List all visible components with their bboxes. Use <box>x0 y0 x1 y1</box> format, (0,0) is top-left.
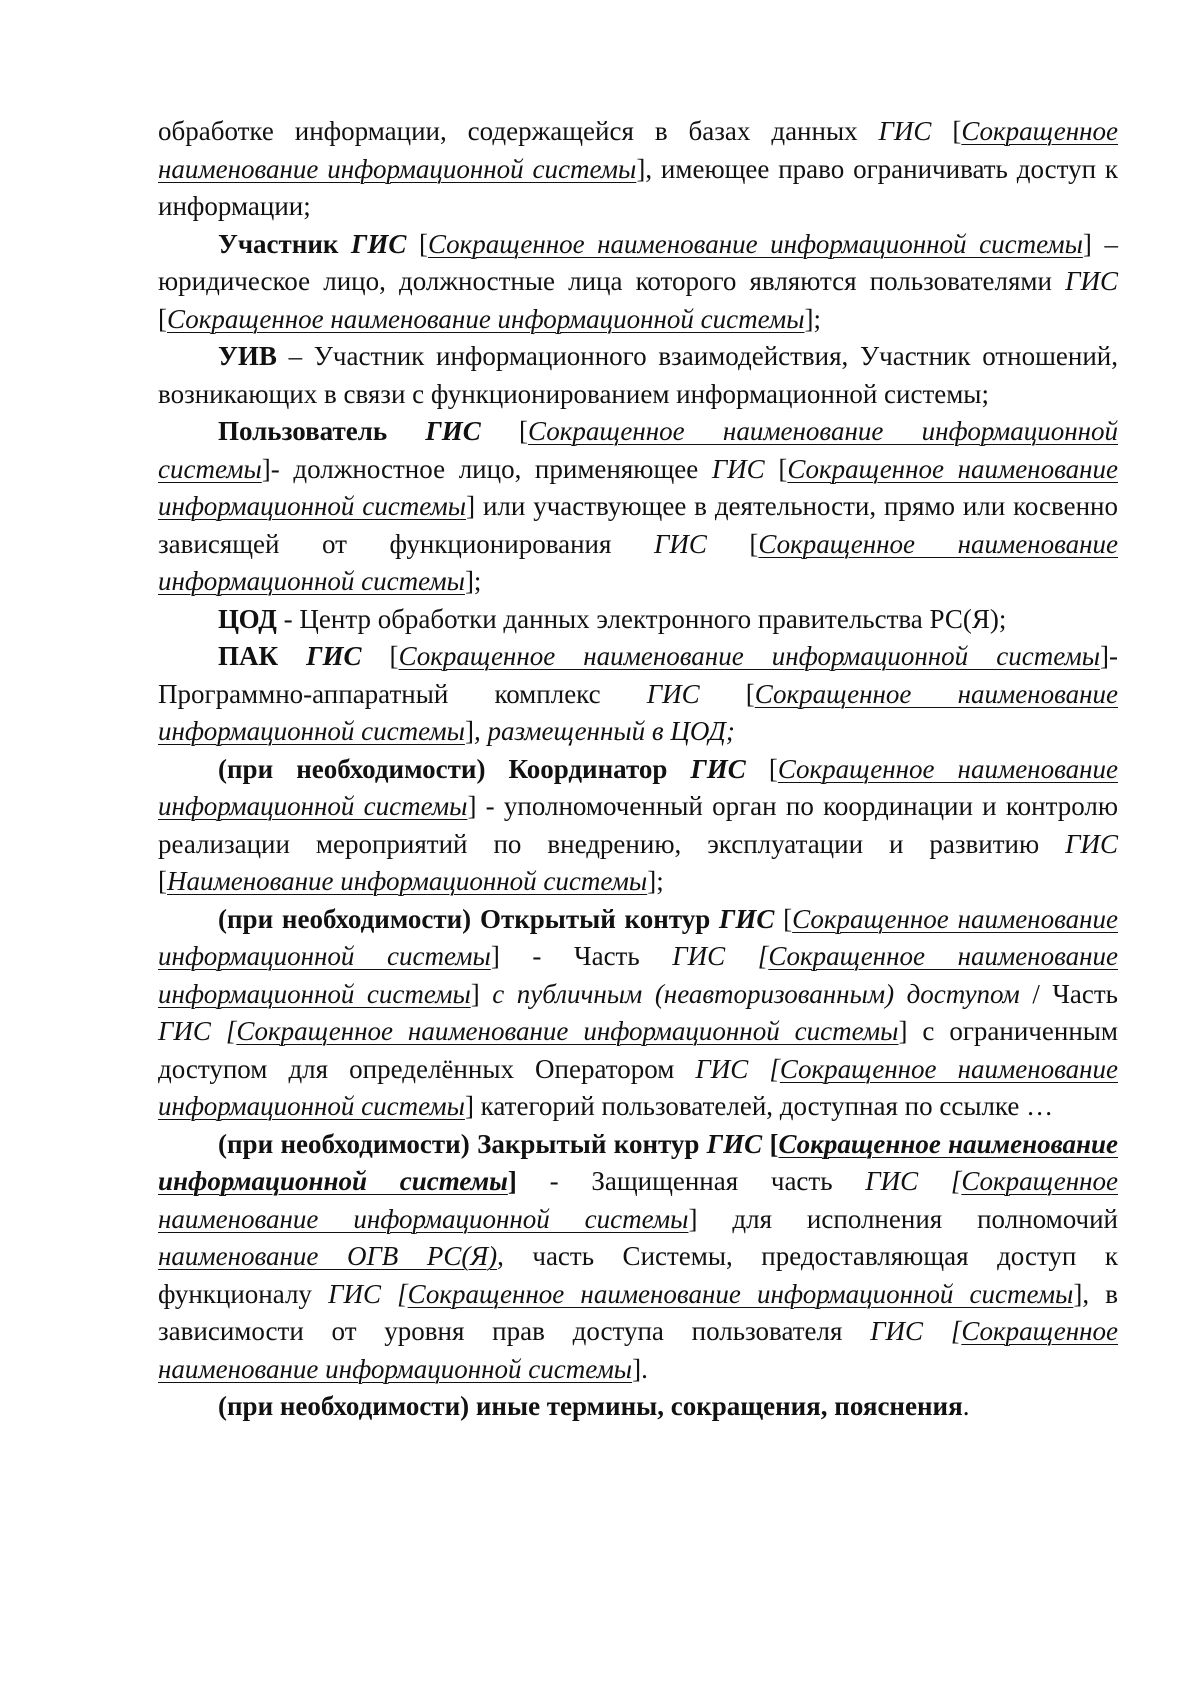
placeholder-text: Сокращенное наименование информационной системы <box>158 941 1118 1009</box>
text-run: ] - Часть <box>490 941 673 971</box>
text-run: ГИС <box>351 228 407 259</box>
term-label: (при необходимости) иные термины, сокращения, пояснения <box>218 1391 963 1421</box>
text-run: ]; <box>804 303 821 334</box>
text-run: ГИС <box>158 1016 211 1046</box>
placeholder-text: Сокращенное наименование информационной системы <box>427 228 1083 259</box>
text-run: [ <box>931 116 962 146</box>
text-run: ] <box>464 716 474 746</box>
definition-otkrytyi-kontur <box>158 901 1118 1126</box>
text-run: ] с ограниченным доступом для определённых Оператором <box>158 1016 1118 1084</box>
text-run: ГИС <box>306 641 362 671</box>
text-run: ГИС <box>695 1053 749 1084</box>
definition-uchastnik-gis <box>158 226 1118 339</box>
placeholder-text: Наименование информационной системы <box>167 866 648 896</box>
text-run: ГИС <box>690 753 746 784</box>
text-run: ] категорий пользователей, доступная по ссылке … <box>464 1091 1054 1121</box>
text-run: - Защищенная часть <box>516 1166 866 1196</box>
text-run: [ <box>158 303 167 334</box>
text-run: ], имеющее право ограничивать доступ к информации; <box>158 153 1118 221</box>
text-run: ] – юридическое лицо, должностные лица которого являются пользователями <box>158 228 1118 296</box>
text-run: ГИС <box>672 941 726 971</box>
text-run: ГИС <box>719 903 775 934</box>
text-run: ГИС <box>425 416 481 446</box>
text-run: , размещенный в ЦОД; <box>473 716 735 746</box>
text-run: / Часть <box>1019 978 1118 1009</box>
text-run: ГИС <box>653 528 707 559</box>
text-run: [ <box>158 866 167 896</box>
term-label: ПАК <box>218 641 307 671</box>
text-run: [ <box>361 641 399 671</box>
text-run: – Участник информационного взаимодействия, Участник отношений, возникающих в связи с функционированием информационной системы; <box>158 341 1118 409</box>
text-run: ], в зависимости от уровня прав доступа пользователя <box>158 1278 1118 1346</box>
text-run: ]; <box>647 866 664 896</box>
placeholder-text: Сокращенное наименование информационной системы <box>158 1128 1119 1196</box>
placeholder-text: Сокращенное наименование информационной системы <box>158 1053 1119 1121</box>
text-run: [ <box>706 528 759 559</box>
placeholder-text: Сокращенное наименование информационной системы <box>158 678 1118 746</box>
placeholder-text: Сокращенное наименование информационной системы <box>158 453 1118 521</box>
text-run: ГИС <box>711 453 765 484</box>
placeholder-text: Сокращенное наименование информационной системы <box>158 528 1118 596</box>
text-run: ГИС <box>1065 828 1118 859</box>
text-run: - Центр обработки данных электронного правительства РС(Я); <box>276 603 1007 634</box>
text-run: [ <box>699 678 755 709</box>
text-run: [ <box>210 1016 237 1046</box>
definition-polzovatel-gis <box>158 413 1118 601</box>
placeholder-text: Сокращенное наименование информационной системы <box>158 903 1118 971</box>
text-run: ГИС <box>328 1278 381 1309</box>
definition-owner-rights <box>158 113 1118 226</box>
text-run: [ <box>764 453 788 484</box>
definition-pak-gis <box>158 638 1118 751</box>
text-run: ] - уполномоченный орган по координации и контролю реализации мероприятий по внедрению, эксплуатации и развитию <box>158 791 1118 859</box>
text-run: с публичным (неавторизованным) доступом <box>479 978 1020 1009</box>
text-run: [ <box>725 941 769 971</box>
term-label: Участник <box>218 228 352 259</box>
text-run: [ <box>380 1278 408 1309</box>
placeholder-text: Сокращенное наименование информационной системы <box>236 1016 899 1046</box>
term-label: (при необходимости) Открытый контур <box>218 903 720 934</box>
text-run: ГИС <box>646 678 700 709</box>
definition-other-terms <box>158 1388 1118 1426</box>
placeholder-text: наименование ОГВ РС(Я) <box>158 1241 498 1271</box>
text-run: ГИС <box>706 1128 763 1159</box>
text-run: [ <box>748 1053 780 1084</box>
text-run: [ <box>406 228 428 259</box>
text-run: ] <box>507 1166 517 1196</box>
text-run: ]- Программно-аппаратный комплекс <box>158 641 1119 709</box>
text-run: ] для исполнения полномочий <box>688 1203 1118 1234</box>
text-run: ГИС <box>870 1316 924 1346</box>
text-run: ] или участвующее в деятельности, прямо или косвенно зависящей от функционирования <box>158 491 1118 559</box>
text-run: [ <box>923 1316 962 1346</box>
term-label: Пользователь <box>218 416 426 446</box>
text-run: ]. <box>632 1353 648 1384</box>
text-run: ГИС <box>865 1166 919 1196</box>
definition-tsod <box>158 601 1118 639</box>
text-run: . <box>962 1391 970 1421</box>
text-run: ]; <box>464 566 482 596</box>
text-run: [ <box>762 1128 779 1159</box>
text-run: ]- должностное лицо, применяющее <box>261 453 712 484</box>
term-label: (при необходимости) Координатор <box>218 753 691 784</box>
placeholder-text: Сокращенное наименование информационной системы <box>158 116 1118 184</box>
term-label: ЦОД <box>218 603 277 634</box>
placeholder-text: Сокращенное наименование информационной системы <box>158 416 1118 484</box>
definition-koordinator-gis <box>158 751 1118 901</box>
definition-zakrytyi-kontur <box>158 1126 1118 1389</box>
placeholder-text: Сокращенное наименование информационной системы <box>158 753 1118 821</box>
placeholder-text: Сокращенное наименование информационной системы <box>407 1278 1074 1309</box>
text-run: ГИС <box>1065 266 1118 296</box>
text-run: [ <box>745 753 778 784</box>
text-run: [ <box>774 903 793 934</box>
text-run: ГИС <box>878 116 932 146</box>
placeholder-text: Сокращенное наименование информационной системы <box>158 1166 1118 1234</box>
text-run: [ <box>918 1166 962 1196</box>
text-run: [ <box>480 416 529 446</box>
text-run: ] <box>470 978 480 1009</box>
document-page <box>158 113 1118 1426</box>
placeholder-text: Сокращенное наименование информационной системы <box>398 641 1101 671</box>
text-run: , часть Системы, предоставляющая доступ к функционалу <box>158 1241 1119 1309</box>
placeholder-text: Сокращенное наименование информационной системы <box>167 303 805 334</box>
term-label: УИВ <box>218 341 277 371</box>
placeholder-text: Сокращенное наименование информационной системы <box>158 1316 1118 1384</box>
definition-uiv <box>158 338 1118 413</box>
term-label: (при необходимости) Закрытый контур <box>218 1128 707 1159</box>
text-run: обработке информации, содержащейся в базах данных <box>158 116 879 146</box>
